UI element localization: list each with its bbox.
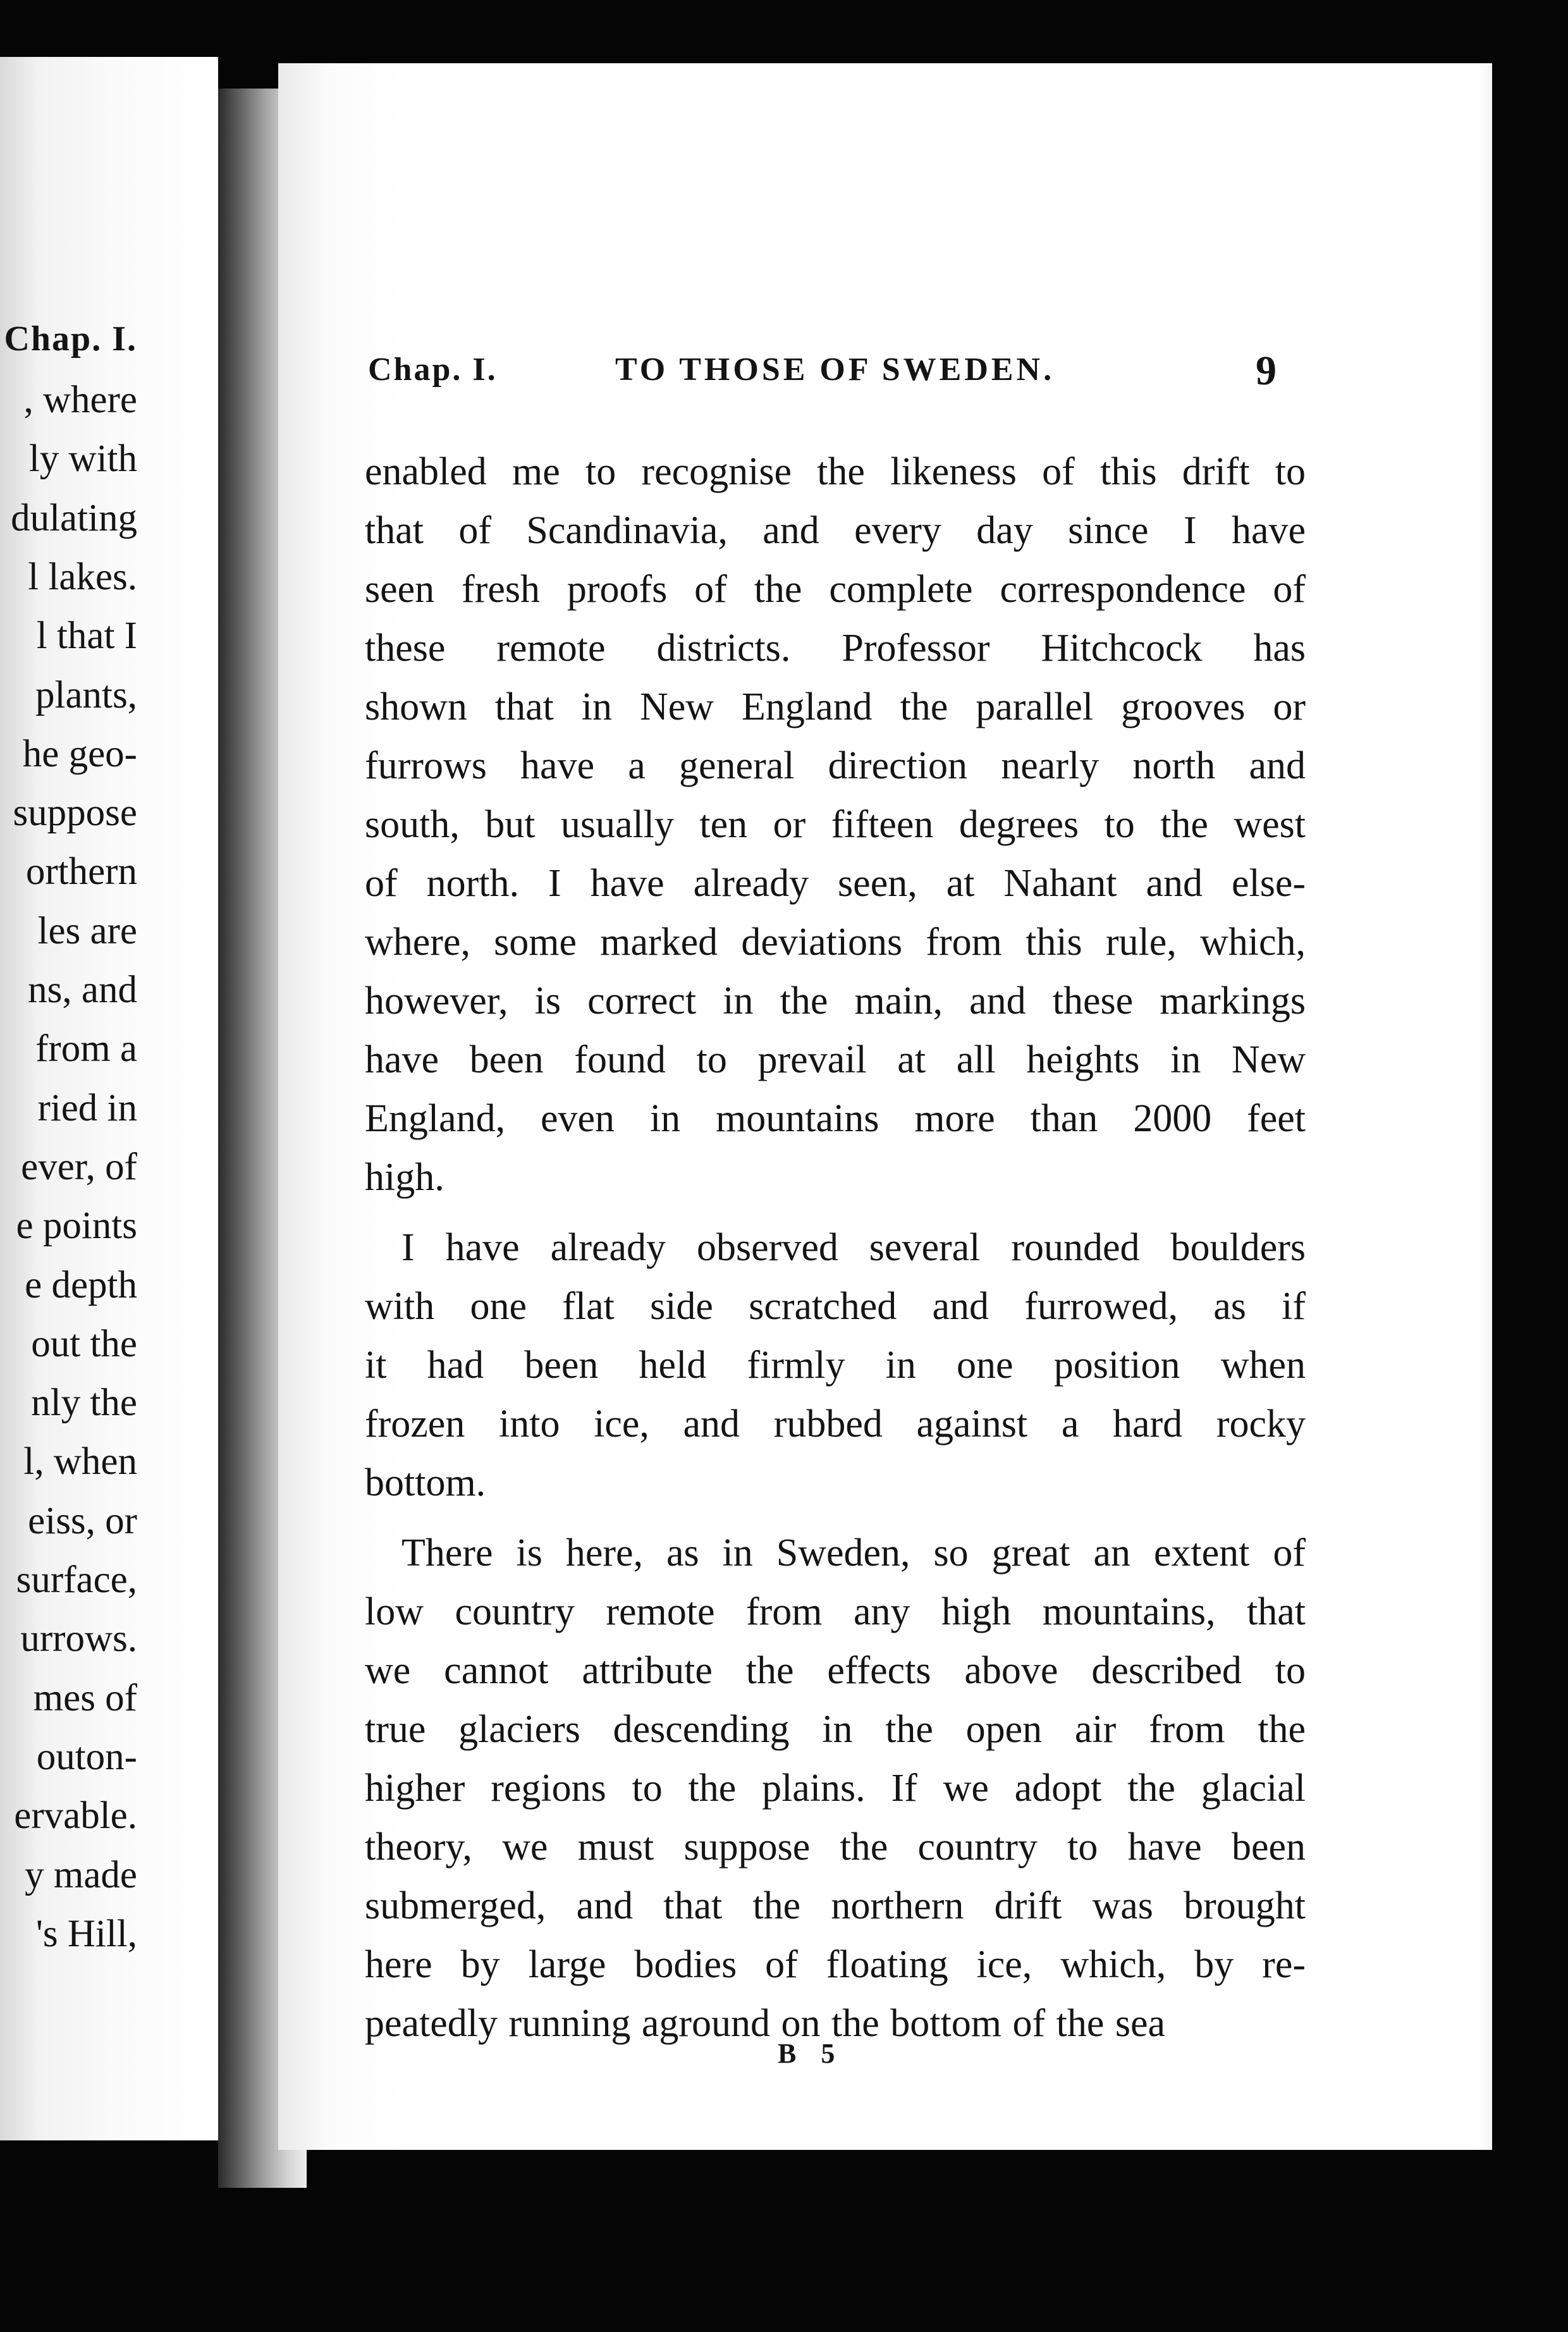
paragraph (365, 1524, 1306, 2053)
left-text-line: urrows. (20, 1617, 137, 1660)
left-text-line: orthern (25, 850, 137, 893)
text-line: furrows have a general direction nearly north and (365, 744, 1306, 787)
left-text-line: y made (25, 1853, 137, 1896)
text-line: here by large bodies of floating ice, which, by re- (365, 1943, 1306, 1986)
text-line: low country remote from any high mountains, that (365, 1590, 1306, 1633)
left-text-line: dulating (11, 496, 137, 539)
running-head (278, 348, 1492, 395)
left-text-line: l lakes. (28, 555, 137, 598)
signature-mark: B 5 (778, 2038, 844, 2069)
left-running-head: Chap. I. (4, 319, 137, 359)
body-text (365, 443, 1306, 2053)
left-text-line: from a (35, 1028, 137, 1071)
paragraph (365, 443, 1306, 1207)
text-line: however, is correct in the main, and these markings (365, 979, 1306, 1022)
text-line: frozen into ice, and rubbed against a hard rocky (365, 1402, 1306, 1445)
text-line: I have already observed several rounded boulders (401, 1226, 1306, 1269)
text-line: we cannot attribute the effects above described to (365, 1649, 1306, 1692)
text-line: submerged, and that the northern drift was brought (365, 1884, 1306, 1927)
left-text-line: l that I (36, 615, 137, 658)
left-text-line: e depth (25, 1263, 137, 1306)
text-line: seen fresh proofs of the complete correspondence of (365, 568, 1306, 611)
left-text-line: surface, (16, 1559, 137, 1601)
text-line: with one flat side scratched and furrowed, as if (365, 1285, 1306, 1328)
left-text-line: , where (23, 379, 137, 421)
paragraph (365, 1218, 1306, 1513)
text-line: enabled me to recognise the likeness of this drift to (365, 450, 1306, 493)
text-line: where, some marked deviations from this rule, which, (365, 921, 1306, 964)
text-line: of north. I have already seen, at Nahant and else- (365, 862, 1306, 905)
text-line: bottom. (365, 1461, 486, 1504)
text-line: shown that in New England the parallel grooves or (365, 685, 1306, 728)
left-text-line: outon- (36, 1735, 137, 1778)
text-line: true glaciers descending in the open air from the (365, 1708, 1306, 1751)
text-line: it had been held firmly in one position when (365, 1344, 1306, 1387)
page-number: 9 (1256, 348, 1277, 394)
running-head-title: TO THOSE OF SWEDEN. (615, 352, 1055, 388)
page-right (278, 63, 1492, 2150)
text-line: peatedly running aground on the bottom of the sea (365, 2002, 1166, 2045)
left-text-line: les are (37, 909, 137, 952)
text-line: England, even in mountains more than 2000 feet (365, 1097, 1306, 1140)
text-line: that of Scandinavia, and every day since I have (365, 509, 1306, 552)
left-text-line: l, when (23, 1440, 137, 1483)
left-text-line: suppose (13, 792, 137, 835)
facing-page-left (0, 57, 218, 2140)
text-line: higher regions to the plains. If we adopt the glacial (365, 1767, 1306, 1810)
left-text-line: ried in (37, 1086, 137, 1129)
left-text-line: e points (16, 1205, 137, 1248)
text-line: There is here, as in Sweden, so great an extent of (401, 1531, 1306, 1574)
left-text-line: ns, and (28, 969, 137, 1011)
left-text-line: plants, (35, 673, 137, 716)
left-text-line: ervable. (14, 1795, 137, 1838)
left-text-line: eiss, or (28, 1499, 137, 1542)
left-text-line: he geo- (22, 732, 137, 775)
running-head-chapter: Chap. I. (368, 352, 498, 388)
left-text-line: ever, of (21, 1145, 137, 1188)
text-line: theory, we must suppose the country to have been (365, 1826, 1306, 1869)
text-line: south, but usually ten or fifteen degrees to the west (365, 803, 1306, 846)
left-text-line: ly with (28, 438, 137, 481)
left-text-line: 's Hill, (35, 1912, 137, 1955)
left-text-line: out the (31, 1322, 137, 1365)
text-line: have been found to prevail at all heights in New (365, 1038, 1306, 1081)
left-text-line: mes of (33, 1676, 137, 1719)
text-line: these remote districts. Professor Hitchcock has (365, 627, 1306, 670)
left-text-line: nly the (31, 1382, 137, 1425)
text-line: high. (365, 1156, 444, 1199)
